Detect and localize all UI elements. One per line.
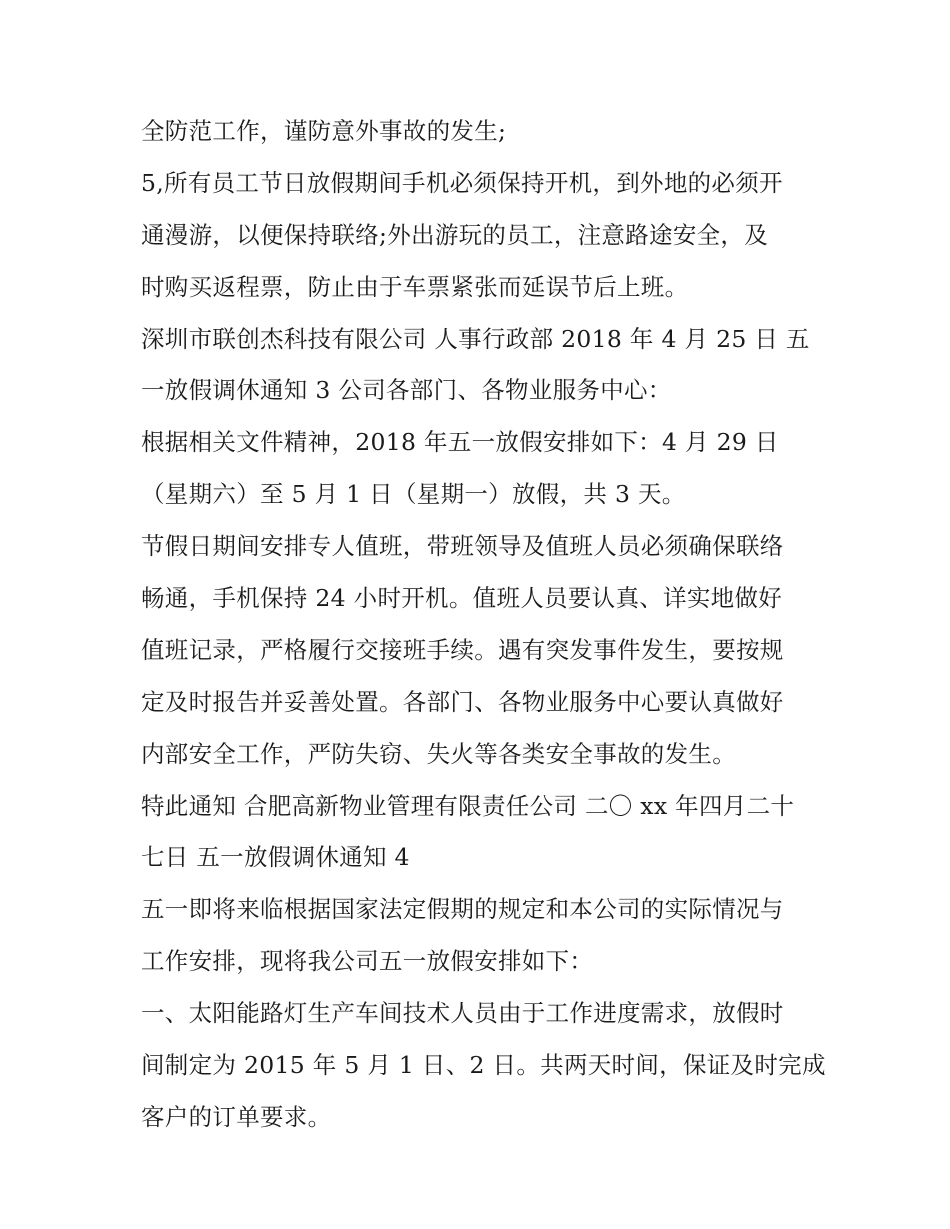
text-line: 五一即将来临根据国家法定假期的规定和本公司的实际情况与 xyxy=(141,895,784,924)
text-line: 间制定为 2015 年 5 月 1 日、2 日。共两天时间，保证及时完成 xyxy=(141,1051,826,1080)
text-line: 一、太阳能路灯生产车间技术人员由于工作进度需求，放假时 xyxy=(141,999,784,1028)
text-line: 内部安全工作，严防失窃、失火等各类安全事故的发生。 xyxy=(141,739,736,768)
document-body xyxy=(141,106,831,1144)
text-line: 特此通知 合肥高新物业管理有限责任公司 二〇 xx 年四月二十 xyxy=(141,791,795,820)
text-line: 全防范工作，谨防意外事故的发生; xyxy=(141,117,507,145)
text-line: 节假日期间安排专人值班，带班领导及值班人员必须确保联络 xyxy=(141,532,784,561)
text-line: 深圳市联创杰科技有限公司 人事行政部 2018 年 4 月 25 日 五 xyxy=(141,324,810,353)
text-line: 客户的订单要求。 xyxy=(141,1102,332,1131)
text-line: 定及时报告并妥善处置。各部门、各物业服务中心要认真做好 xyxy=(141,687,784,716)
text-line: 时购买返程票，防止由于车票紧张而延误节后上班。 xyxy=(141,272,689,301)
text-line: 一放假调休通知 3 公司各部门、各物业服务中心： xyxy=(141,376,672,405)
text-line: 5,所有员工节日放假期间手机必须保持开机，到外地的必须开 xyxy=(141,168,783,197)
text-line: 工作安排，现将我公司五一放假安排如下： xyxy=(141,947,594,976)
text-line: 畅通，手机保持 24 小时开机。值班人员要认真、详实地做好 xyxy=(141,584,783,613)
text-line: 七日 五一放假调休通知 4 xyxy=(141,843,410,872)
text-line: 通漫游，以便保持联络;外出游玩的员工，注意路途安全，及 xyxy=(141,220,769,249)
text-line: 值班记录，严格履行交接班手续。遇有突发事件发生，要按规 xyxy=(141,635,784,664)
text-line: 根据相关文件精神，2018 年五一放假安排如下：4 月 29 日 xyxy=(141,428,779,457)
text-line: （星期六）至 5 月 1 日（星期一）放假，共 3 天。 xyxy=(141,480,686,509)
